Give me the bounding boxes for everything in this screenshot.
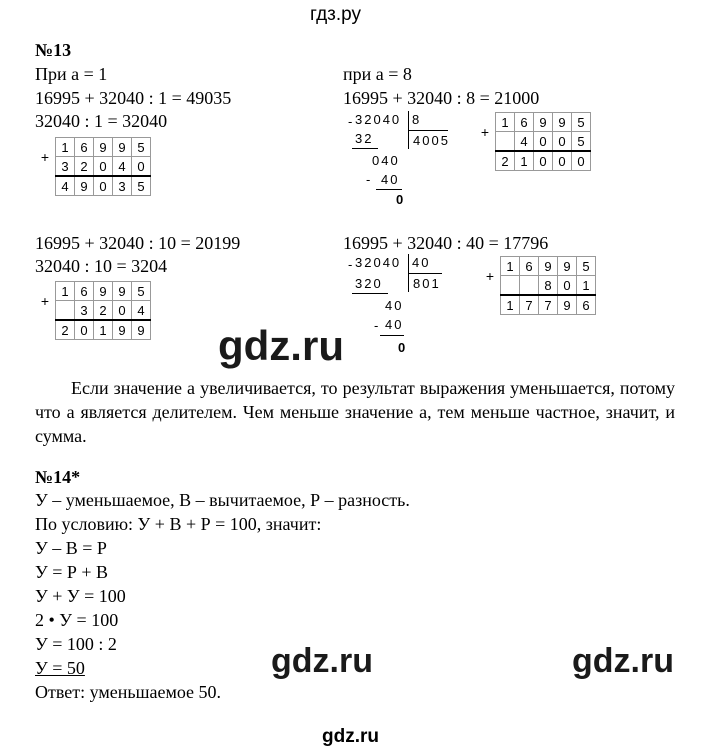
grid-cell: 4 xyxy=(113,157,132,177)
remainder: 40 xyxy=(385,298,404,313)
remainder: 040 xyxy=(372,153,400,168)
grid-cell: 2 xyxy=(56,320,75,340)
minus-sign: - xyxy=(366,172,373,187)
task13-col2-expression: 16995 + 32040 : 8 = 21000 xyxy=(343,88,540,108)
grid-cell: 0 xyxy=(553,132,572,152)
task13-col3-step: 32040 : 10 = 3204 xyxy=(35,256,168,276)
grid-cell xyxy=(520,276,539,296)
task14-line: У – В = Р xyxy=(35,538,107,558)
grid-cell: 8 xyxy=(539,276,558,296)
grid-cell xyxy=(501,276,520,296)
site-title: гдз.ру xyxy=(310,4,362,25)
task13-number: №13 xyxy=(35,40,72,60)
plus-sign: + xyxy=(480,123,490,140)
task13-col4-expression: 16995 + 32040 : 40 = 17796 xyxy=(343,233,549,253)
task13-col1-expression: 16995 + 32040 : 1 = 49035 xyxy=(35,88,232,108)
grid-cell: 6 xyxy=(515,113,534,132)
addition-grid-2 xyxy=(475,112,591,171)
grid-cell: 0 xyxy=(94,157,113,177)
task14-result: У = 50 xyxy=(35,658,85,678)
remainder: 0 xyxy=(398,340,408,355)
grid-cell: 5 xyxy=(572,132,591,152)
task14-line: 2 • У = 100 xyxy=(35,610,119,630)
grid-cell: 9 xyxy=(113,282,132,301)
minus-sign: - xyxy=(348,257,355,272)
grid-cell: 4 xyxy=(56,176,75,196)
grid-cell: 0 xyxy=(132,157,151,177)
task13-col1-step: 32040 : 1 = 32040 xyxy=(35,111,168,131)
grid-cell: 3 xyxy=(56,157,75,177)
grid-cell: 1 xyxy=(94,320,113,340)
grid-cell: 0 xyxy=(534,132,553,152)
grid-cell: 3 xyxy=(75,301,94,321)
dividend: 32040 xyxy=(355,255,402,270)
grid-cell: 6 xyxy=(75,138,94,157)
subtrahend: 320 xyxy=(355,276,383,291)
grid-cell: 6 xyxy=(75,282,94,301)
grid-cell: 0 xyxy=(572,151,591,171)
divisor: 8 xyxy=(412,112,422,127)
grid-cell: 5 xyxy=(132,282,151,301)
grid-cell: 0 xyxy=(558,276,577,296)
task14-line: У = Р + В xyxy=(35,562,109,582)
grid-cell: 1 xyxy=(501,295,520,315)
quotient: 4005 xyxy=(413,133,450,148)
minus-sign: - xyxy=(374,318,381,333)
addition-grid-1 xyxy=(35,137,151,196)
grid-cell: 1 xyxy=(56,282,75,301)
grid-cell: 0 xyxy=(94,176,113,196)
grid-cell: 4 xyxy=(515,132,534,152)
watermark-footer: gdz.ru xyxy=(322,726,379,747)
grid-cell: 2 xyxy=(496,151,515,171)
subtrahend: 32 xyxy=(355,131,374,146)
task13-conclusion: Если значение а увеличивается, то результат выражения уменьшается, потому что а является делителем. Чем меньше значение а, тем меньше частное, значит, и сумма. xyxy=(35,378,675,446)
task14-line: По условию: У + В + Р = 100, значит: xyxy=(35,514,322,534)
grid-cell: 9 xyxy=(94,282,113,301)
addition-grid-3 xyxy=(35,281,151,340)
watermark-center: gdz.ru xyxy=(218,322,344,369)
watermark-left: gdz.ru xyxy=(271,642,373,680)
grid-cell: 0 xyxy=(75,320,94,340)
quotient: 801 xyxy=(413,276,441,291)
divisor: 40 xyxy=(412,255,431,270)
plus-sign: + xyxy=(40,292,50,309)
grid-cell: 9 xyxy=(75,176,94,196)
grid-cell xyxy=(56,301,75,321)
grid-cell: 1 xyxy=(496,113,515,132)
grid-cell: 5 xyxy=(132,176,151,196)
subtrahend: 40 xyxy=(381,172,400,187)
grid-cell: 0 xyxy=(113,301,132,321)
grid-cell: 6 xyxy=(577,295,596,315)
task13-col1-condition: При а = 1 xyxy=(35,64,108,84)
grid-cell: 9 xyxy=(558,257,577,276)
remainder: 0 xyxy=(396,192,406,207)
task14-answer: Ответ: уменьшаемое 50. xyxy=(35,682,222,702)
grid-cell: 9 xyxy=(132,320,151,340)
grid-cell: 1 xyxy=(56,138,75,157)
grid-cell: 1 xyxy=(515,151,534,171)
subtrahend: 40 xyxy=(385,317,404,332)
task14-number: №14* xyxy=(35,467,81,487)
grid-cell: 4 xyxy=(132,301,151,321)
task14-line: У = 100 : 2 xyxy=(35,634,117,654)
grid-cell: 0 xyxy=(534,151,553,171)
grid-cell xyxy=(496,132,515,152)
grid-cell: 6 xyxy=(520,257,539,276)
plus-sign: + xyxy=(485,267,495,284)
grid-cell: 5 xyxy=(577,257,596,276)
grid-cell: 7 xyxy=(539,295,558,315)
minus-sign: - xyxy=(348,114,355,129)
grid-cell: 9 xyxy=(558,295,577,315)
grid-cell: 0 xyxy=(553,151,572,171)
watermark-right: gdz.ru xyxy=(572,642,674,680)
task14-line: У + У = 100 xyxy=(35,586,126,606)
task13-col3-expression: 16995 + 32040 : 10 = 20199 xyxy=(35,233,241,253)
task14-line: У – уменьшаемое, В – вычитаемое, Р – разность. xyxy=(35,490,410,510)
addition-grid-4 xyxy=(480,256,596,315)
grid-cell: 3 xyxy=(113,176,132,196)
grid-cell: 9 xyxy=(113,138,132,157)
grid-cell: 9 xyxy=(539,257,558,276)
grid-cell: 5 xyxy=(132,138,151,157)
grid-cell: 9 xyxy=(113,320,132,340)
grid-cell: 2 xyxy=(94,301,113,321)
grid-cell: 5 xyxy=(572,113,591,132)
grid-cell: 9 xyxy=(534,113,553,132)
grid-cell: 9 xyxy=(94,138,113,157)
plus-sign: + xyxy=(40,148,50,165)
grid-cell: 7 xyxy=(520,295,539,315)
task13-col2-condition: при а = 8 xyxy=(343,64,412,84)
grid-cell: 9 xyxy=(553,113,572,132)
grid-cell: 1 xyxy=(501,257,520,276)
grid-cell: 2 xyxy=(75,157,94,177)
grid-cell: 1 xyxy=(577,276,596,296)
dividend: 32040 xyxy=(355,112,402,127)
